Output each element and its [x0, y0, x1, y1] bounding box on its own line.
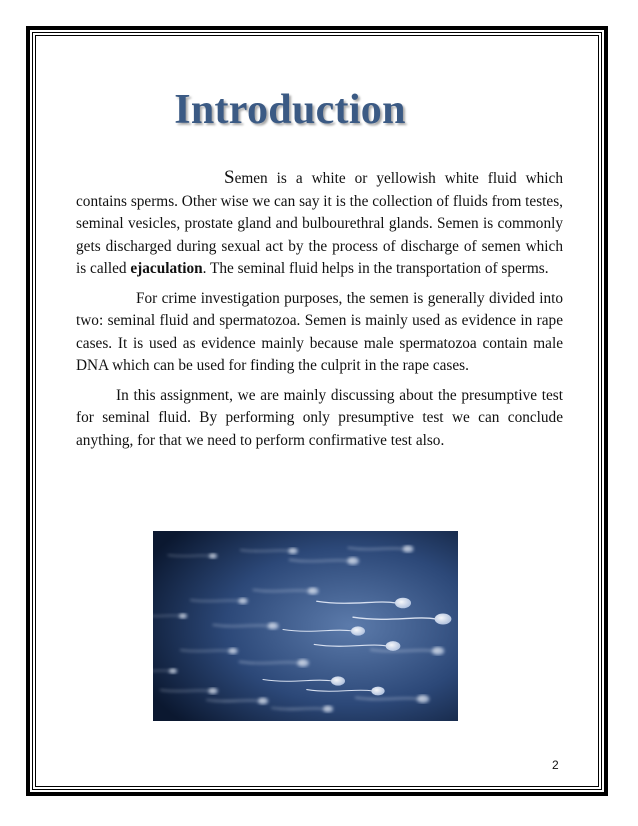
body-text [76, 167, 563, 459]
sperm-head [169, 668, 177, 674]
sperm-head [435, 613, 452, 624]
paragraph-3: In this assignment, we are mainly discussing about the presumptive test for seminal fluid. By performing only presumptive test we can conclude anything, for that we need to perform confirmative test also. [76, 386, 563, 449]
dropcap: S [224, 167, 235, 188]
sperm-head [297, 659, 309, 667]
sperm-head [258, 698, 269, 705]
paragraph-1-bold-term: ejaculation [130, 260, 203, 277]
sperm-head [307, 587, 318, 594]
sperm-head [432, 647, 445, 655]
sperm-head [288, 548, 298, 554]
page-title: Introduction [174, 87, 406, 133]
sperm-head [386, 641, 401, 651]
page-number: 2 [552, 758, 559, 772]
sperm-head [208, 688, 218, 694]
sperm-head [331, 676, 345, 685]
sperm-head [209, 553, 217, 559]
paragraph-1-text-b: . The seminal fluid helps in the transportation of sperms. [202, 260, 549, 277]
paragraph-2: For crime investigation purposes, the semen is generally divided into two: seminal fluid and spermatozoa. Semen is mainly used as evidence in rape cases. It is used as evidence mainly because male spermatozoa contain male DNA which can be used for finding the culprit in the rape cases. [76, 289, 563, 374]
sperm-head [402, 545, 413, 552]
sperm-head [238, 598, 248, 604]
sperm-head [395, 598, 411, 609]
paragraph-1-text-a: emen is a white or yellowish white fluid which contains sperms. Other wise we can say it is the collection of fluids from testes, seminal vesicles, prostate gland and bulbourethral glands. Semen is commonly gets discharged during sexual act by the process of discharge of semen which is called [76, 170, 563, 277]
sperm-illustration-image [153, 531, 458, 721]
sperm-head [347, 557, 359, 565]
sperm-head [228, 648, 238, 654]
sperm-head [351, 626, 365, 635]
sperm-head [179, 613, 187, 619]
sperm-head [417, 695, 430, 703]
sperm-head [323, 706, 334, 713]
paragraph-1 [76, 167, 563, 281]
sperm-head [371, 687, 384, 696]
sperm-head [267, 622, 278, 629]
